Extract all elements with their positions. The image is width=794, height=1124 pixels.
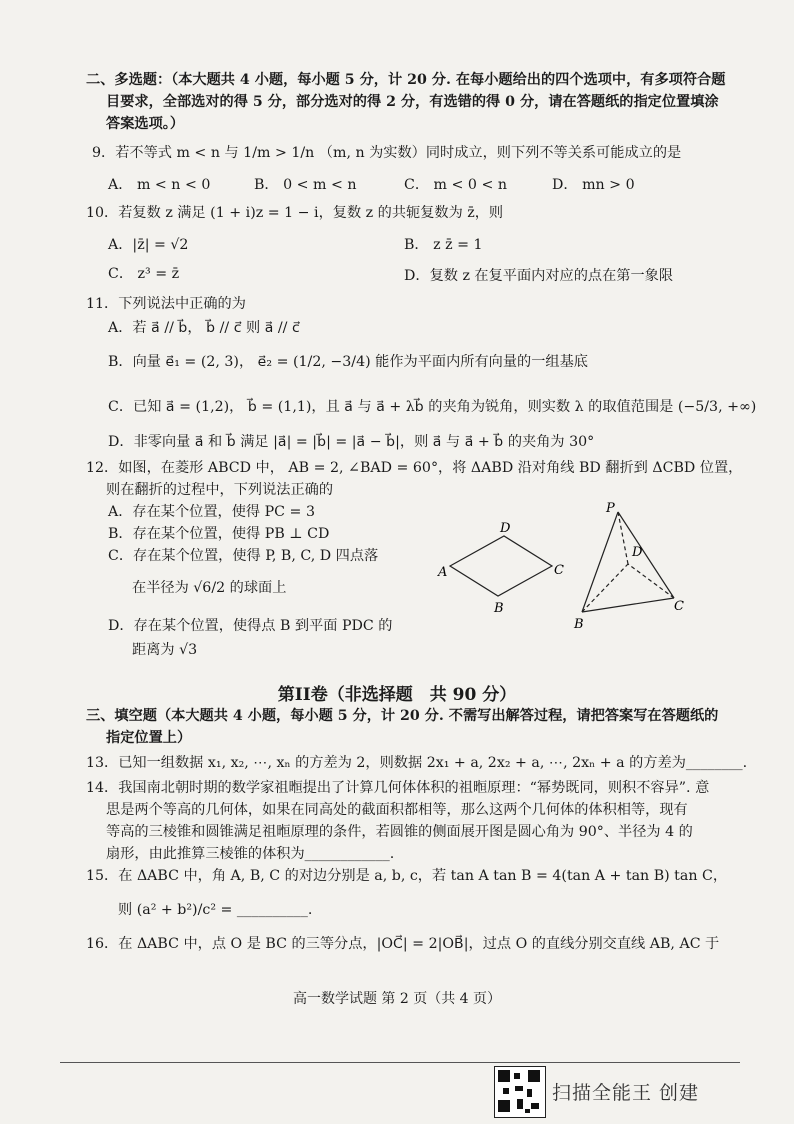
q15-line1: 15．在 ΔABC 中，角 A, B, C 的对边分别是 a, b, c，若 tan A tan B = 4(tan A + tan B) tan C， [86,868,728,884]
q12-option-b: B．存在某个位置，使得 PB ⊥ CD [108,526,330,542]
q12-option-d-line1: D．存在某个位置，使得点 B 到平面 PDC 的 [108,618,393,634]
q10-option-b: B． z z̄ = 1 [404,237,483,253]
part2-title: 第II卷（非选择题 共 90 分） [277,685,517,705]
q10-option-d: D．复数 z 在复平面内对应的点在第一象限 [404,268,674,284]
section3-header-line2: 指定位置上） [106,730,192,746]
q11-option-b: B．向量 e⃗₁ = (2, 3)， e⃗₂ = (1/2, −3/4) 能作为平面内所有向量的一组基底 [108,354,588,370]
q12-stem-line1: 12．如图，在菱形 ABCD 中， AB = 2, ∠BAD = 60°，将 ΔABD 沿对角线 BD 翻折到 ΔCBD 位置， [86,460,743,476]
q12-stem-line2: 则在翻折的过程中，下列说法正确的 [106,482,334,498]
scanner-watermark: 扫描全能王 创建 [552,1082,700,1104]
q11-stem: 11．下列说法中正确的为 [86,296,246,312]
rhombus-outline [450,536,552,596]
section2-header-line2: 目要求，全部选对的得 5 分，部分选对的得 2 分，有选错的得 0 分，请在答题纸的指定位置填涂 [106,94,719,110]
q12-option-c-line1: C．存在某个位置，使得 P, B, C, D 四点落 [108,548,379,564]
rhombus-label-c: C [554,563,564,578]
q11-option-d: D．非零向量 a⃗ 和 b⃗ 满足 |a⃗| = |b⃗| = |a⃗ − b⃗|，则 a⃗ 与 a⃗ + b⃗ 的夹角为 30° [108,434,595,450]
q10-stem: 10．若复数 z 满足 (1 + i)z = 1 − i，复数 z 的共轭复数为 z̄，则 [86,205,504,221]
q10-option-c: C． z³ = z̄ [108,266,180,282]
section3-header-line1: 三、填空题（本大题共 4 小题，每小题 5 分，计 20 分. 不需写出解答过程，请把答案写在答题纸的 [86,708,719,724]
q9-stem: 9．若不等式 m < n 与 1/m > 1/n （m, n 为实数）同时成立，则下列不等关系可能成立的是 [92,145,682,161]
section2-header-line1: 二、多选题：（本大题共 4 小题，每小题 5 分，计 20 分. 在每小题给出的四个选项中，有多项符合题 [86,72,726,88]
q12-option-c-line2: 在半径为 √6/2 的球面上 [132,580,287,596]
tetrahedron-figure [570,500,700,632]
q11-option-c: C．已知 a⃗ = (1,2)， b⃗ = (1,1)，且 a⃗ 与 a⃗ + λb⃗ 的夹角为锐角，则实数 λ 的取值范围是 (−5/3, +∞) [108,399,757,415]
q14-line4: 扇形，由此推算三棱锥的体积为____________. [106,846,395,862]
rhombus-label-b: B [494,601,504,616]
q13-text: 13．已知一组数据 x₁, x₂, ⋯, xₙ 的方差为 2，则数据 2x₁ + a, 2x₂ + a, ⋯, 2xₙ + a 的方差为________. [86,755,748,771]
rhombus-figure [436,518,566,616]
page-footer: 高一数学试题 第 2 页（共 4 页） [292,991,502,1007]
q16-text: 16．在 ΔABC 中，点 O 是 BC 的三等分点，|OC⃗| = 2|OB⃗|，过点 O 的直线分别交直线 AB, AC 于 [86,936,720,952]
q11-option-a: A．若 a⃗ // b⃗， b⃗ // c⃗ 则 a⃗ // c⃗ [108,320,300,336]
q15-line2: 则 (a² + b²)/c² = __________. [118,902,313,918]
q9-option-d: D． mn > 0 [552,177,635,193]
tetra-label-c: C [674,599,684,614]
q14-line3: 等高的三棱锥和圆锥满足祖暅原理的条件，若圆锥的侧面展开图是圆心角为 90°、半径为 4 的 [106,824,693,840]
q12-option-d-line2: 距离为 √3 [132,642,198,658]
rhombus-label-a: A [438,565,448,580]
q12-option-a: A．存在某个位置，使得 PC = 3 [108,504,315,520]
tetra-label-p: P [606,501,615,516]
qr-code-icon [494,1066,546,1118]
q14-line2: 思是两个等高的几何体，如果在同高处的截面积都相等，那么这两个几何体的体积相等，现有 [106,802,688,818]
q14-line1: 14．我国南北朝时期的数学家祖暅提出了计算几何体体积的祖暅原理：“幂势既同，则积不容异”. 意 [86,780,710,796]
q10-option-a: A．|z̄| = √2 [108,237,189,253]
bottom-divider [60,1062,740,1063]
rhombus-label-d: D [500,521,511,536]
q9-option-c: C． m < 0 < n [404,177,507,193]
q9-option-a: A． m < n < 0 [108,177,211,193]
q9-option-b: B． 0 < m < n [254,177,357,193]
tetra-label-d: D [632,545,643,560]
section2-header-line3: 答案选项。） [106,116,185,132]
tetra-label-b: B [574,617,584,632]
